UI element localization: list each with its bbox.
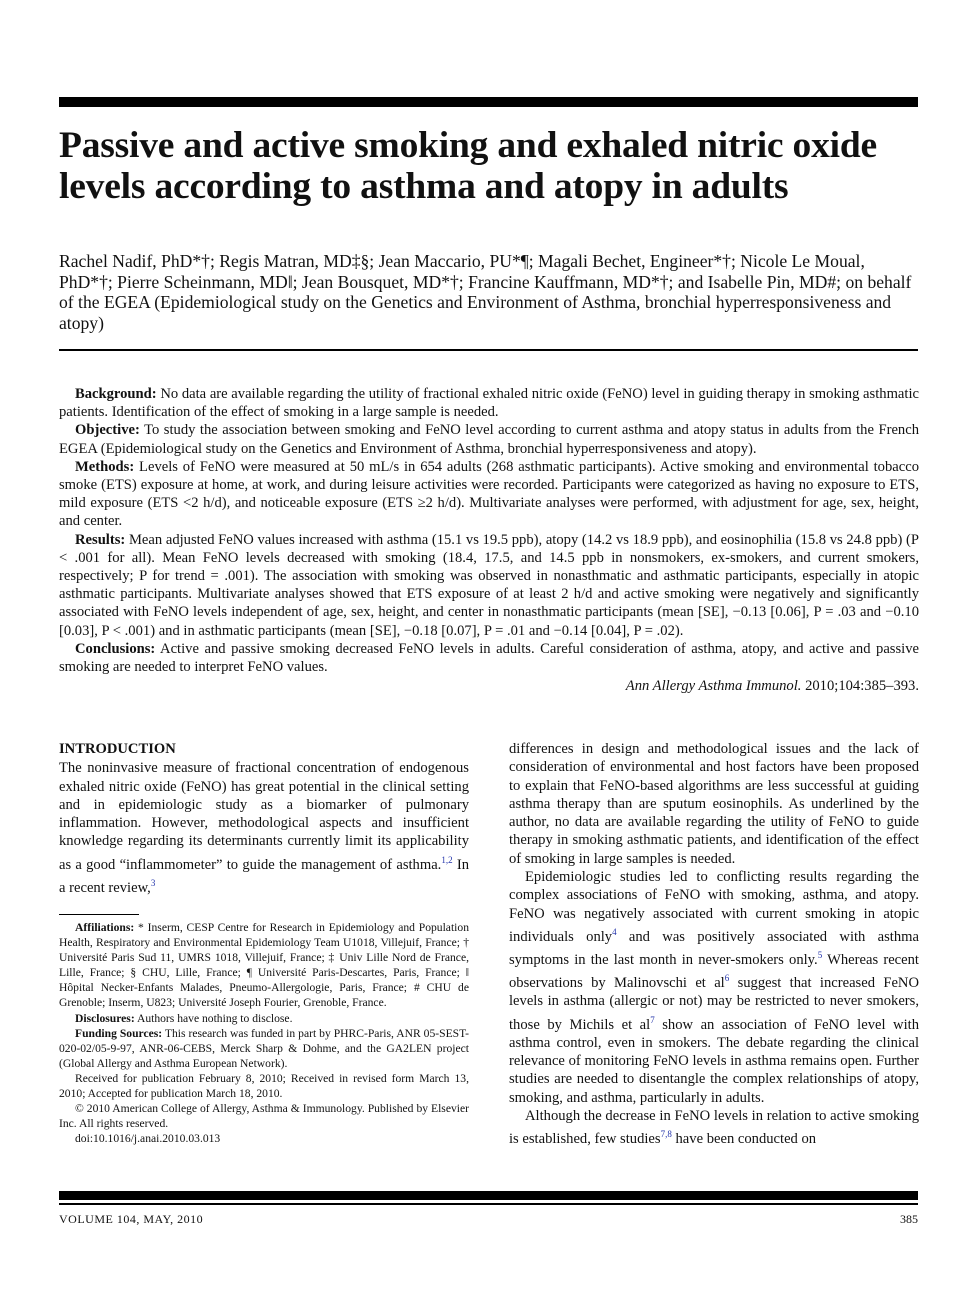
reference-link[interactable]: 3	[150, 877, 156, 888]
footer-rule-thin	[59, 1203, 918, 1205]
abstract-objective	[59, 421, 919, 457]
conclusions-label: Conclusions:	[75, 640, 156, 657]
body-text: have been conducted on	[671, 1131, 817, 1148]
section-heading-introduction: INTRODUCTION	[59, 741, 176, 757]
received-note: Received for publication February 8, 2010; Received in revised form March 13, 2010; Accepted for publication March 18, 2010.	[59, 1071, 469, 1101]
body-text: suggest that increased FeNO levels in asthma (allergic or not) may be restricted to never smokers, those by Michils et al	[509, 975, 920, 1033]
funding-note	[59, 1026, 469, 1071]
right-column	[509, 740, 919, 1149]
affiliations-label: Affiliations:	[75, 921, 135, 934]
objective-text: To study the association between smoking and FeNO level according to current asthma and atopy status in adults from the French EGEA (Epidemiological study on the Genetics and Environment of Asthma, bronchial hyperresponsiveness and atopy).	[59, 422, 919, 457]
background-text: No data are available regarding the utility of fractional exhaled nitric oxide (FeNO) level in guiding therapy in smoking asthmatic patients. Identification of the effect of smoking in a large sample is needed.	[59, 386, 919, 421]
doi-link[interactable]: doi:10.1016/j.anai.2010.03.013	[75, 1132, 221, 1146]
copyright-note: © 2010 American College of Allergy, Asthma & Immunology. Published by Elsevier Inc. All rights reserved.	[59, 1102, 469, 1131]
abstract-results	[59, 531, 919, 640]
body-text: show an association of FeNO level with asthma control, even in smokers. The debate regarding the clinical relevance of monitoring FeNO levels in asthma remains open. Further studies are needed to disentangle the complex relationships of atopy, smoking, and asthma, particularly in adults.	[509, 1016, 920, 1106]
abstract	[59, 385, 919, 695]
disclosures-text: Authors have nothing to disclose.	[134, 1011, 293, 1025]
footnotes	[59, 920, 469, 1146]
intro-paragraph	[59, 759, 469, 897]
objective-label: Objective:	[75, 422, 140, 439]
body-paragraph	[509, 868, 919, 1107]
abstract-background	[59, 385, 919, 421]
reference-link[interactable]: 7,8	[660, 1129, 672, 1140]
methods-text: Levels of FeNO were measured at 50 mL/s in 654 adults (268 asthmatic participants). Active smoking and environmental tobacco smoke (ETS) exposure at home, at work, and during leisure activities were recorded. Participants were categorized as having no exposure to ETS, mild exposure (ETS <2 h/d), and noticeable exposure (ETS ≥2 h/d). Multivariate analyses were performed, with adjustment for age, sex, height, and center.	[59, 458, 919, 530]
volume-info: VOLUME 104, MAY, 2010	[59, 1212, 204, 1226]
abstract-conclusions	[59, 640, 919, 676]
methods-label: Methods:	[75, 458, 135, 475]
left-column	[59, 740, 469, 897]
reference-link[interactable]: 1,2	[441, 854, 453, 865]
article-title: Passive and active smoking and exhaled nitric oxide levels according to asthma and atopy in adults	[59, 125, 877, 207]
reference-link[interactable]: 7	[650, 1014, 655, 1025]
results-text: Mean adjusted FeNO values increased with asthma (15.1 vs 19.5 ppb), atopy (14.2 vs 18.9 ppb), and eosinophilia (15.8 vs 24.8 ppb) (P < .001 for all). Mean FeNO levels decreased with smoking (18.4, 17.5, and 14.5 ppb in nonsmokers, ex-smokers, and current smokers, respectively; P for trend = .001). The association with smoking was observed in nonasthmatic and asthmatic participants, especially in atopic asthmatic participants. Multivariate analyses showed that ETS exposure of at least 2 h/d and active smoking were negatively and significantly associated with FeNO levels independent of age, sex, height, and center in nonasthmatic participants (mean [SE], −0.13 [0.06], P = .03 and −0.10 [0.03], P < .001) and in asthmatic participants (mean [SE], −0.18 [0.07], P = .01 and −0.14 [0.04], P = .02).	[59, 531, 919, 639]
citation-ref: 2010;104:385–393.	[801, 678, 919, 695]
body-paragraph	[509, 1107, 919, 1148]
intro-text: The noninvasive measure of fractional concentration of endogenous exhaled nitric oxide (FeNO) has great potential in the clinical setting and in epidemiologic study as a biomarker of pulmonary inflammation. However, methodological aspects and insufficient knowledge regarding its determinants currently limit its applicability as a good “inflammometer” to guide the management of asthma.	[59, 760, 469, 873]
journal-citation	[59, 677, 919, 695]
footnote-rule	[59, 914, 139, 915]
citation-journal: Ann Allergy Asthma Immunol.	[625, 678, 802, 695]
body-paragraph: differences in design and methodological issues and the lack of consideration of environmental and host factors have been proposed to explain that FeNO-based algorithms are less successful at guiding asthma therapy than are sputum eosinophils. As underlined by the author, no data are available regarding the utility of FeNO to guide therapy in smoking asthmatic patients, and identification of the effect of smoking in large samples is needed.	[509, 741, 919, 867]
background-label: Background:	[75, 386, 157, 402]
intro-text-tail: In a recent review,	[59, 856, 469, 896]
affiliations-note	[59, 920, 469, 1011]
funding-label: Funding Sources:	[75, 1026, 163, 1040]
body-text: Whereas recent observations by Malinovschi et al	[509, 951, 919, 992]
footer-rule	[59, 1191, 918, 1200]
affiliations-text: * Inserm, CESP Centre for Research in Epidemiology and Population Health, Respiratory and Environmental Epidemiology Team U1018, Villejuif, France; † Université Paris Sud 11, UMRS 1018, Villejuif, France; ‡ Univ Lille Nord de France, Lille, France; § CHU, Lille, France; ¶ Université Paris-Descartes, Paris, France; ‖ Hôpital Necker-Enfants Malades, Pneumo-Allergologie, Paris, France; # CHU de Grenoble; Inserm, U823; Université Joseph Fourier, Grenoble, France.	[59, 921, 469, 1010]
disclosures-label: Disclosures:	[75, 1011, 135, 1025]
header-divider	[59, 349, 918, 351]
reference-link[interactable]: 4	[612, 926, 617, 937]
abstract-methods	[59, 458, 919, 531]
conclusions-text: Active and passive smoking decreased FeNO levels in adults. Careful consideration of asthma, atopy, and active and passive smoking are needed to interpret FeNO values.	[59, 640, 919, 676]
top-rule	[59, 97, 918, 107]
disclosures-note	[59, 1011, 469, 1026]
reference-link[interactable]: 6	[724, 973, 730, 984]
body-text: and was positively associated with asthma symptoms in the last month in never-smokers only.	[509, 928, 919, 968]
funding-text: This research was funded in part by PHRC-Paris, ANR 05-SEST-020-02/05-9-97, ANR-06-CEBS, Merck Sharp & Dohme, and the GA2LEN project (Global Allergy and Asthma European Network).	[59, 1026, 469, 1070]
body-text: Epidemiologic studies led to conflicting results regarding the complex associations of FeNO with smoking, asthma, and atopy. FeNO was negatively associated with current smoking in atopic individuals only	[509, 869, 919, 945]
author-list: Rachel Nadif, PhD*†; Regis Matran, MD‡§; Jean Maccario, PU*¶; Magali Bechet, Engineer*†; Nicole Le Moual, PhD*†; Pierre Scheinmann, MD‖; Jean Bousquet, MD*†; Francine Kauffmann, MD*†; and Isabelle Pin, MD#; on behalf of the EGEA (Epidemiological study on the Genetics and Environment of Asthma, bronchial hyperresponsiveness and atopy)	[59, 251, 912, 333]
body-text: Although the decrease in FeNO levels in relation to active smoking is established, few studies	[509, 1108, 919, 1148]
page-number: 385	[900, 1212, 918, 1226]
reference-link[interactable]: 5	[817, 950, 823, 961]
results-label: Results:	[75, 531, 126, 548]
